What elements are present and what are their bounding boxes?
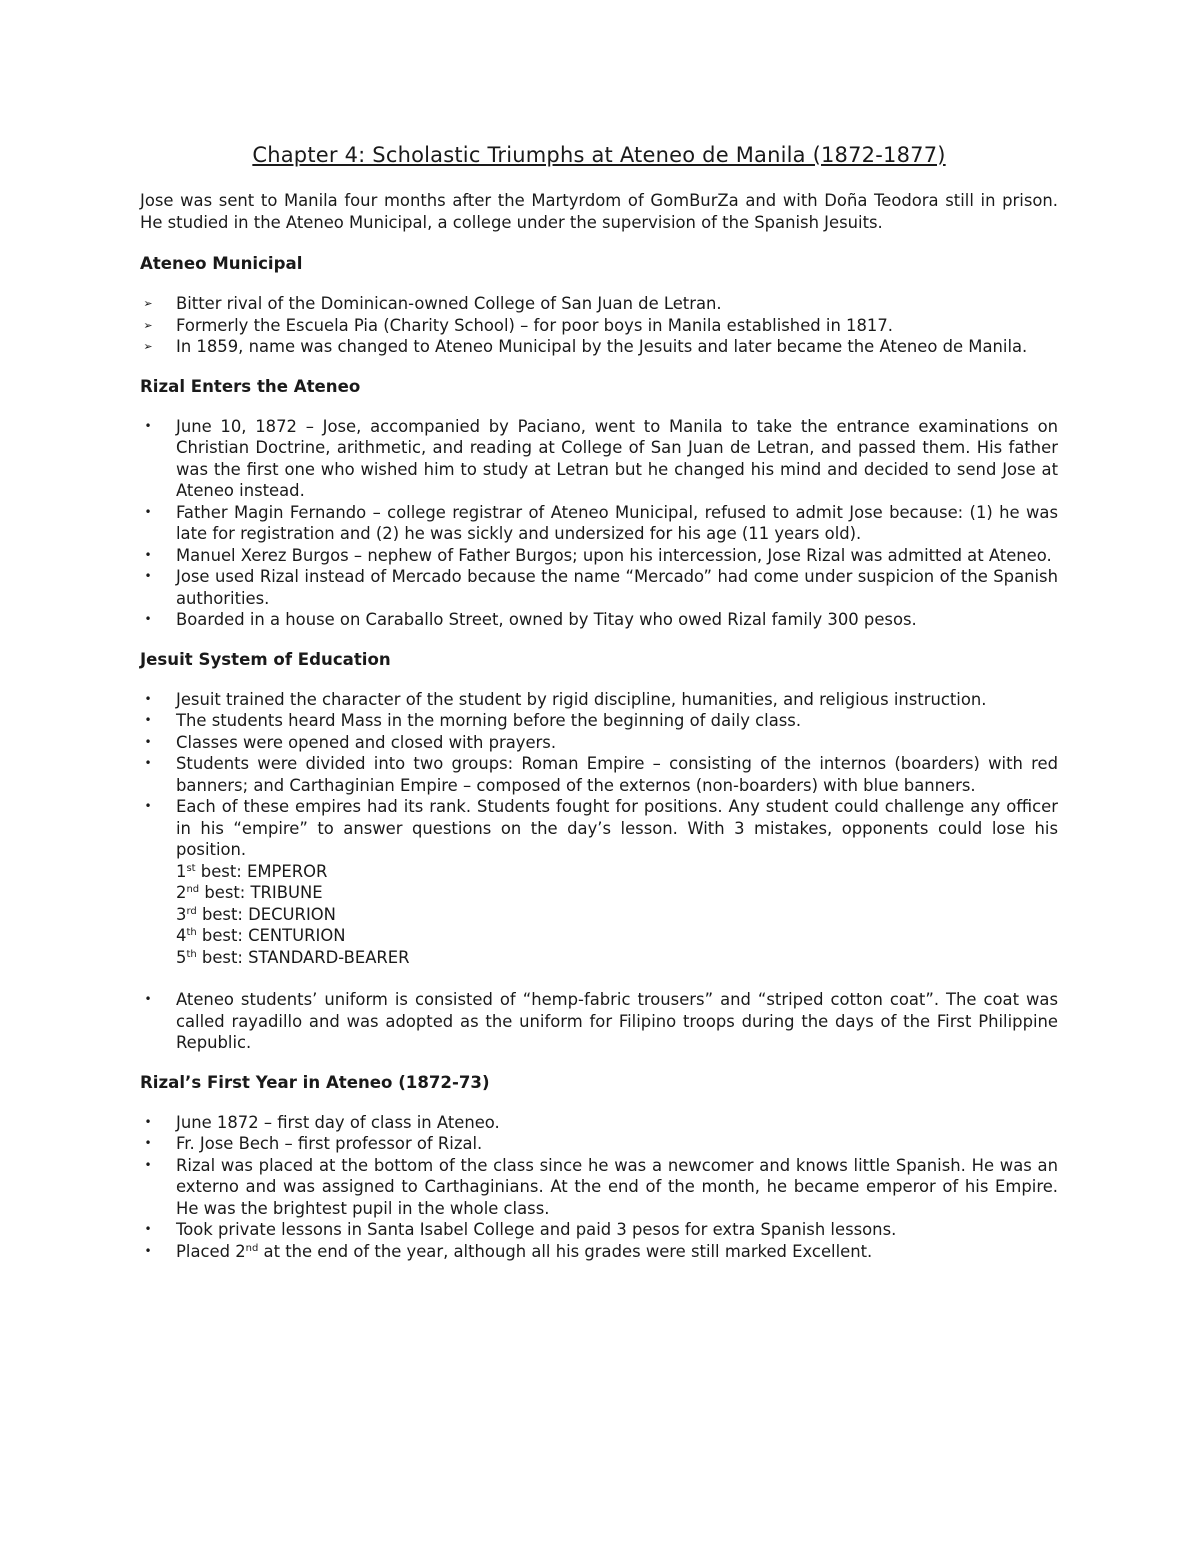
section-heading-ateneo-municipal: Ateneo Municipal <box>140 254 303 273</box>
dot-bullet-icon: • <box>144 1157 152 1172</box>
arrow-bullet-icon: ➢ <box>143 340 153 353</box>
list-item: • Fr. Jose Bech – first professor of Rizal. <box>140 1133 1058 1155</box>
first-year-list <box>140 1112 1058 1263</box>
dot-bullet-icon: • <box>144 691 152 706</box>
dot-bullet-icon: • <box>144 992 152 1006</box>
dot-bullet-icon: • <box>144 1136 152 1150</box>
list-item: • Took private lessons in Santa Isabel College and paid 3 pesos for extra Spanish lessons. <box>140 1219 1058 1241</box>
list-item: • Boarded in a house on Caraballo Street, owned by Titay who owed Rizal family 300 pesos. <box>140 609 1058 631</box>
jesuit-system-list <box>140 689 1058 1054</box>
rank-item: 4th best: CENTURION <box>176 926 346 945</box>
dot-bullet-icon: • <box>144 713 152 727</box>
list-item: ➢ Formerly the Escuela Pia (Charity School) – for poor boys in Manila established in 1817. <box>143 315 893 335</box>
dot-bullet-icon: • <box>144 569 152 583</box>
arrow-bullet-icon: ➢ <box>143 318 153 332</box>
dot-bullet-icon: • <box>144 734 152 749</box>
section-heading-jesuit-system: Jesuit System of Education <box>140 649 391 669</box>
dot-bullet-icon: • <box>144 1222 152 1236</box>
rank-item: 5th best: STANDARD-BEARER <box>176 947 410 967</box>
list-item: • Students were divided into two groups: Roman Empire – consisting of the internos (boarders) with red banners; and Carthaginian Empire – composed of the externos (non-boarders) with blue banners. <box>140 753 1058 796</box>
section-heading-rizal-enters: Rizal Enters the Ateneo <box>140 376 361 396</box>
list-item: • Ateneo students’ uniform is consisted of “hemp-fabric trousers” and “striped cotton coat”. The coat was called rayadillo and was adopted as the uniform for Filipino troops during the days of the First Philippine Republic. <box>140 989 1058 1054</box>
document-page <box>140 140 1058 1280</box>
list-item: • Jesuit trained the character of the student by rigid discipline, humanities, and religious instruction. <box>140 689 1058 711</box>
dot-bullet-icon: • <box>144 547 152 562</box>
page-title: Chapter 4: Scholastic Triumphs at Ateneo de Manila (1872-1877) <box>252 143 946 167</box>
spacer <box>176 968 1058 989</box>
rank-list <box>176 861 1058 969</box>
rank-item: 2nd best: TRIBUNE <box>176 883 323 902</box>
list-item: • Placed 2nd at the end of the year, although all his grades were still marked Excellent. <box>140 1241 1058 1263</box>
list-item: • The students heard Mass in the morning before the beginning of daily class. <box>140 710 1058 732</box>
rizal-enters-list <box>140 416 1058 631</box>
dot-bullet-icon: • <box>144 756 152 770</box>
list-item: • Classes were opened and closed with prayers. <box>140 732 1058 754</box>
list-item: ➢ In 1859, name was changed to Ateneo Municipal by the Jesuits and later became the Ateneo de Manila. <box>143 337 1028 356</box>
rank-item: 3rd best: DECURION <box>176 904 336 924</box>
dot-bullet-icon: • <box>144 612 152 626</box>
list-item: • Father Magin Fernando – college registrar of Ateneo Municipal, refused to admit Jose because: (1) he was late for registration and (2) he was sickly and undersized for his age (11 years old). <box>140 502 1058 545</box>
list-item: • Manuel Xerez Burgos – nephew of Father Burgos; upon his intercession, Jose Rizal was admitted at Ateneo. <box>140 545 1058 567</box>
dot-bullet-icon: • <box>144 799 152 813</box>
rank-item: 1st best: EMPEROR <box>176 861 328 881</box>
list-item: • June 1872 – first day of class in Ateneo. <box>140 1112 1058 1134</box>
list-item: • Rizal was placed at the bottom of the class since he was a newcomer and knows little Spanish. He was an externo and was assigned to Carthaginians. At the end of the month, he became emperor of his Empire. He was the brightest pupil in the whole class. <box>140 1155 1058 1220</box>
dot-bullet-icon: • <box>144 1114 152 1129</box>
list-item: • June 10, 1872 – Jose, accompanied by Paciano, went to Manila to take the entrance examinations on Christian Doctrine, arithmetic, and reading at College of San Juan de Letran, and passed them. His father was the first one who wished him to study at Letran but he changed his mind and decided to send Jose at Ateneo instead. <box>140 416 1058 502</box>
intro-paragraph: Jose was sent to Manila four months after the Martyrdom of GomBurZa and with Doña Teodora still in prison. He studied in the Ateneo Municipal, a college under the supervision of the Spanish Jesuits. <box>140 191 1058 232</box>
ateneo-municipal-list <box>140 293 1058 358</box>
list-item: ➢ Bitter rival of the Dominican-owned College of San Juan de Letran. <box>143 294 722 313</box>
list-item: • Jose used Rizal instead of Mercado because the name “Mercado” had come under suspicion of the Spanish authorities. <box>140 566 1058 609</box>
dot-bullet-icon: • <box>144 418 152 433</box>
section-heading-first-year: Rizal’s First Year in Ateneo (1872-73) <box>140 1072 490 1092</box>
list-item: • Each of these empires had its rank. Students fought for positions. Any student could challenge any officer in his “empire” to answer questions on the day’s lesson. With 3 mistakes, opponents could lose his position. 1st best: EMPEROR 2nd best: TRIBUNE 3rd best: DECURION 4th best: CENTURION 5th best: STANDARD-BEARER <box>140 796 1058 989</box>
dot-bullet-icon: • <box>144 1243 152 1258</box>
dot-bullet-icon: • <box>144 504 152 519</box>
arrow-bullet-icon: ➢ <box>143 297 153 310</box>
